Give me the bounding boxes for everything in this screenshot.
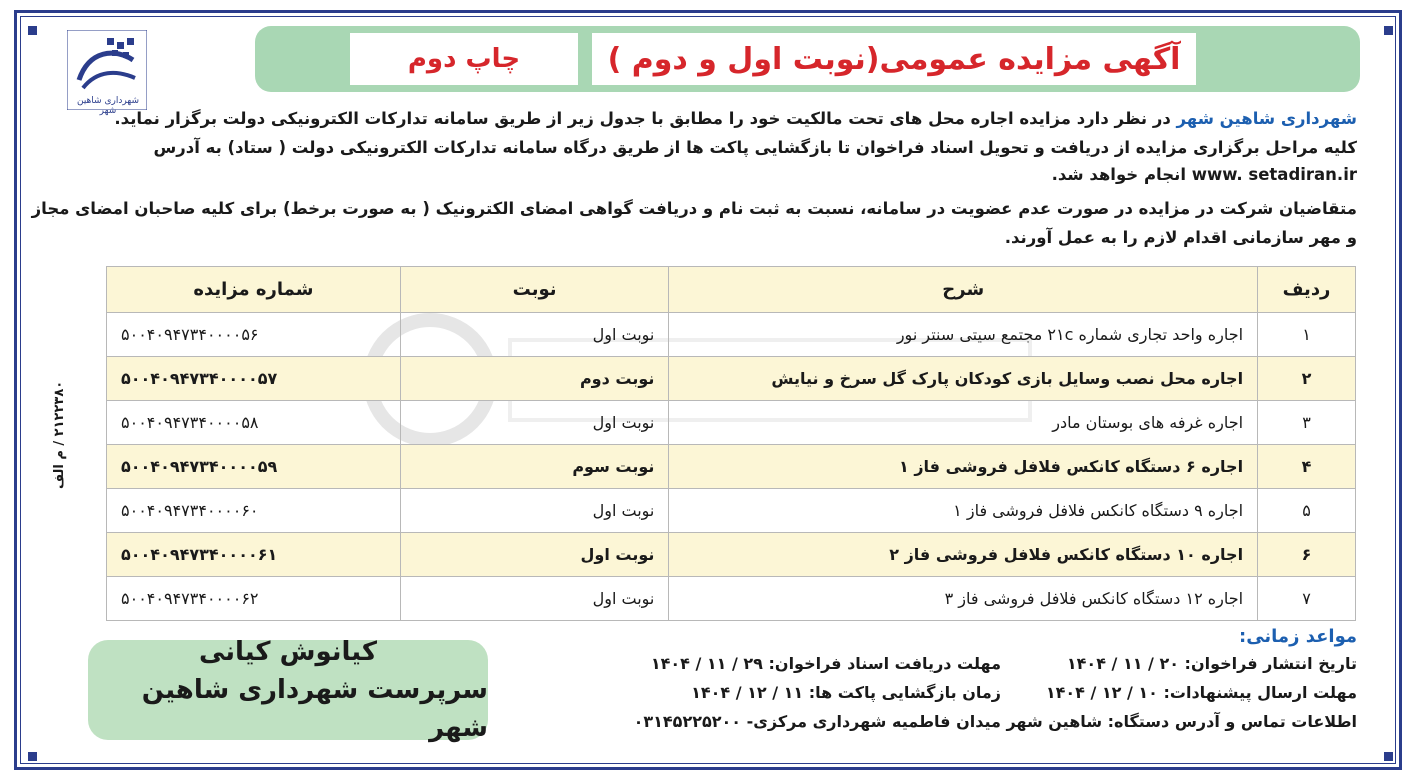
corner-ornament (1384, 752, 1393, 761)
table-row (107, 357, 1356, 401)
publish-date: تاریخ انتشار فراخوان: ۲۰ / ۱۱ / ۱۴۰۴ (1066, 654, 1357, 673)
municipality-name: شهرداری شاهین شهر (1176, 109, 1357, 128)
cell-nobat: نوبت اول (400, 401, 669, 445)
cell-radif: ۷ (1258, 577, 1356, 621)
cell-desc: اجاره ۹ دستگاه کانکس فلافل فروشی فاز ۱ (669, 489, 1258, 533)
reference-number: ۲۱۲۲۳۸۰ / م الف (52, 380, 67, 490)
intro-line-1 (114, 106, 1357, 131)
cell-desc: اجاره غرفه های بوستان مادر (669, 401, 1258, 445)
table-row (107, 533, 1356, 577)
col-header-radif: ردیف (1258, 267, 1356, 313)
cell-desc: اجاره ۱۰ دستگاه کانکس فلافل فروشی فاز ۲ (669, 533, 1258, 577)
intro-line-4: متقاضیان شرکت در مزایده در صورت عدم عضویت در سامانه، نسبت به ثبت نام و دریافت گواهی امضای الکترونیک ( به صورت برخط) برای کلیه صاحبان امضای مجاز (31, 199, 1357, 218)
cell-nobat: نوبت اول (400, 577, 669, 621)
cell-nobat: نوبت اول (400, 533, 669, 577)
contact-info: اطلاعات تماس و آدرس دستگاه: شاهین شهر میدان فاطمیه شهرداری مرکزی- ۰۳۱۴۵۲۲۵۲۰۰ (633, 712, 1357, 731)
cell-desc: اجاره واحد تجاری شماره ۲۱c مجتمع سیتی سنتر نور (669, 313, 1258, 357)
table-row (107, 577, 1356, 621)
cell-radif: ۱ (1258, 313, 1356, 357)
opening-date: زمان بازگشایی پاکت ها: ۱۱ / ۱۲ / ۱۴۰۴ (691, 683, 1001, 702)
corner-ornament (28, 752, 37, 761)
table-row (107, 313, 1356, 357)
cell-radif: ۴ (1258, 445, 1356, 489)
cell-number: ۵۰۰۴۰۹۴۷۳۴۰۰۰۰۵۶ (107, 313, 401, 357)
cell-desc: اجاره ۶ دستگاه کانکس فلافل فروشی فاز ۱ (669, 445, 1258, 489)
intro-line-2: کلیه مراحل برگزاری مزایده از دریافت و تحویل اسناد فراخوان تا بازگشایی پاکت ها از طریق درگاه سامانه تدارکات الکترونیکی دولت ( ستاد) به آدرس (153, 138, 1357, 157)
logo-caption: شهرداری شاهین شهر (76, 96, 139, 116)
signer-role: سرپرست شهرداری شاهین شهر (141, 675, 488, 743)
dates-title: مواعد زمانی: (1239, 626, 1357, 647)
table-header-row (107, 267, 1356, 313)
corner-ornament (28, 26, 37, 35)
intro-line-3: www. setadiran.ir انجام خواهد شد. (1051, 165, 1357, 184)
cell-desc: اجاره محل نصب وسایل بازی کودکان پارک گل سرخ و نیایش (669, 357, 1258, 401)
table-row (107, 401, 1356, 445)
docs-deadline: مهلت دریافت اسناد فراخوان: ۲۹ / ۱۱ / ۱۴۰۴ (650, 654, 1001, 673)
submit-deadline: مهلت ارسال پیشنهادات: ۱۰ / ۱۲ / ۱۴۰۴ (1045, 683, 1357, 702)
cell-nobat: نوبت سوم (400, 445, 669, 489)
signature-box (88, 637, 488, 743)
cell-radif: ۵ (1258, 489, 1356, 533)
col-header-desc: شرح (669, 267, 1258, 313)
cell-radif: ۲ (1258, 357, 1356, 401)
col-header-nobat: نوبت (400, 267, 669, 313)
table-row (107, 489, 1356, 533)
cell-nobat: نوبت اول (400, 313, 669, 357)
cell-number: ۵۰۰۴۰۹۴۷۳۴۰۰۰۰۶۰ (107, 489, 401, 533)
page-title: آگهی مزایده عمومی(نوبت اول و دوم ) (592, 33, 1196, 85)
edition-label: چاپ دوم (350, 33, 578, 85)
cell-desc: اجاره ۱۲ دستگاه کانکس فلافل فروشی فاز ۳ (669, 577, 1258, 621)
table-row (107, 445, 1356, 489)
cell-number: ۵۰۰۴۰۹۴۷۳۴۰۰۰۰۵۷ (107, 357, 401, 401)
auction-table (106, 266, 1356, 621)
intro-line-5: و مهر سازمانی اقدام لازم را به عمل آورند. (1004, 228, 1357, 247)
signer-name: کیانوش کیانی (198, 637, 378, 667)
corner-ornament (1384, 26, 1393, 35)
cell-nobat: نوبت اول (400, 489, 669, 533)
cell-number: ۵۰۰۴۰۹۴۷۳۴۰۰۰۰۶۱ (107, 533, 401, 577)
cell-number: ۵۰۰۴۰۹۴۷۳۴۰۰۰۰۵۹ (107, 445, 401, 489)
cell-radif: ۳ (1258, 401, 1356, 445)
cell-nobat: نوبت دوم (400, 357, 669, 401)
cell-number: ۵۰۰۴۰۹۴۷۳۴۰۰۰۰۶۲ (107, 577, 401, 621)
intro-text: در نظر دارد مزایده اجاره محل های تحت مالکیت خود را مطابق با جدول زیر از طریق سامانه تدارکات الکترونیکی دولت برگزار نماید. (114, 109, 1177, 128)
col-header-number: شماره مزایده (107, 267, 401, 313)
cell-radif: ۶ (1258, 533, 1356, 577)
cell-number: ۵۰۰۴۰۹۴۷۳۴۰۰۰۰۵۸ (107, 401, 401, 445)
